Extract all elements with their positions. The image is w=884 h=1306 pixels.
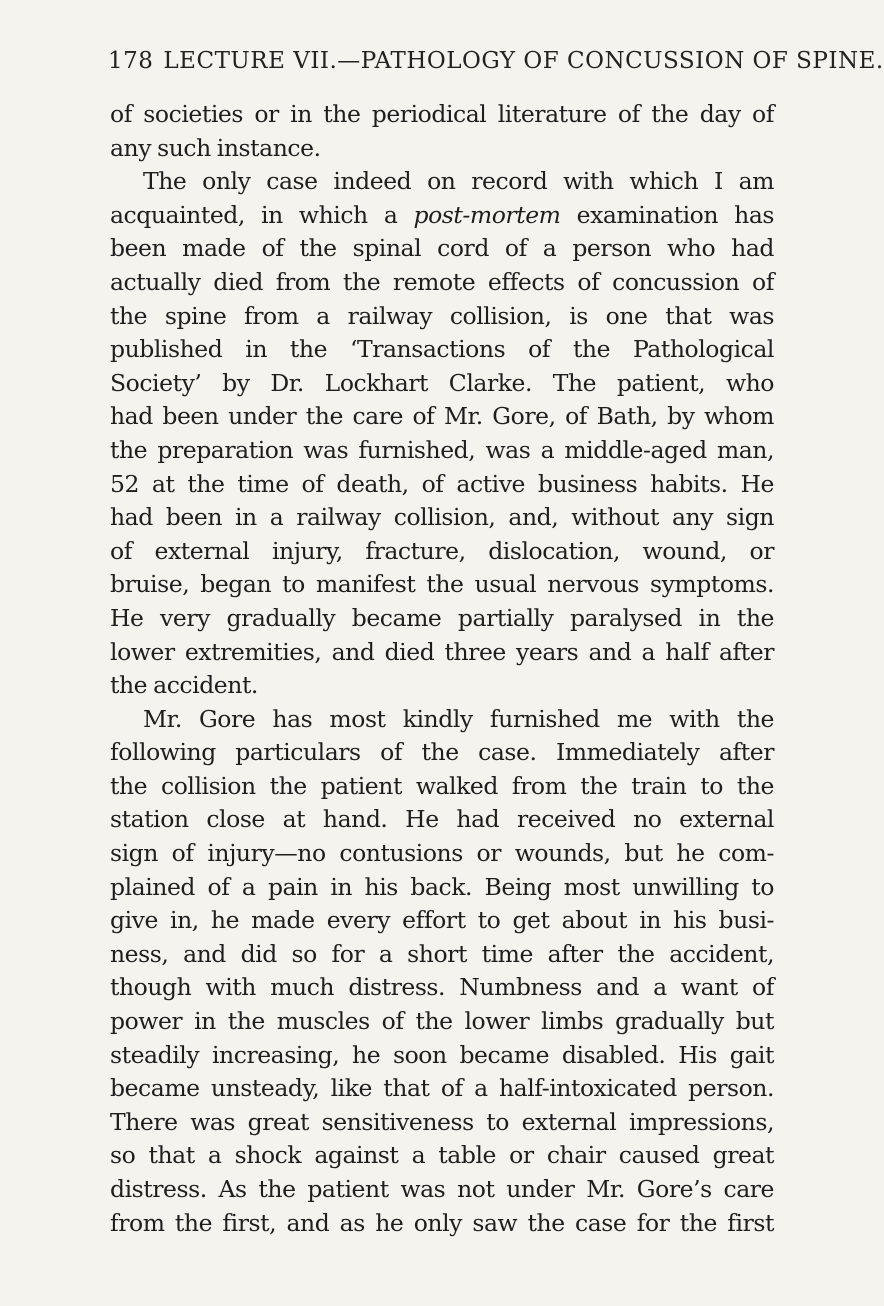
text-line: so that a shock against a table or chair caused great	[110, 1141, 774, 1170]
text-fragment: examination has	[560, 200, 774, 229]
text-line: He very gradually became partially paralysed in the	[110, 603, 774, 632]
text-line: of external injury, fracture, dislocation, wound, or	[110, 536, 774, 565]
text-line: steadily increasing, he soon became disabled. His gait	[110, 1040, 774, 1069]
text-line: the preparation was furnished, was a middle-aged man,	[110, 435, 774, 464]
italic-term: post-mortem	[413, 200, 561, 229]
text-line: the collision the patient walked from the train to the	[110, 771, 774, 800]
text-line: Society’ by Dr. Lockhart Clarke. The patient, who	[110, 368, 774, 397]
paragraph-1	[110, 98, 774, 165]
text-line: following particulars of the case. Immediately after	[110, 738, 774, 767]
running-head	[108, 48, 884, 74]
text-line: actually died from the remote effects of concussion of	[110, 267, 774, 296]
text-line: had been under the care of Mr. Gore, of Bath, by whom	[110, 402, 774, 431]
running-head-title: LECTURE VII.—PATHOLOGY OF CONCUSSION OF SPINE.	[163, 48, 884, 74]
text-line: bruise, began to manifest the usual nervous symptoms.	[110, 570, 774, 599]
text-fragment: acquainted, in which a	[110, 200, 414, 229]
page-number: 178	[108, 48, 154, 74]
text-line: give in, he made every effort to get about in his busi-	[110, 906, 774, 935]
paragraph-2	[110, 165, 774, 703]
text-line: power in the muscles of the lower limbs gradually but	[110, 1007, 774, 1036]
text-line: sign of injury—no contusions or wounds, but he com-	[110, 839, 774, 868]
text-line: any such instance.	[110, 133, 321, 162]
text-line: lower extremities, and died three years and a half after	[110, 637, 774, 666]
paragraph-3	[110, 703, 774, 1241]
text-line: distress. As the patient was not under Mr. Gore’s care	[110, 1175, 774, 1203]
text-line: ness, and did so for a short time after the accident,	[110, 939, 774, 968]
body-text	[110, 98, 774, 1240]
text-line: been made of the spinal cord of a person who had	[110, 234, 774, 263]
text-line: station close at hand. He had received no external	[110, 805, 774, 834]
text-line: There was great sensitiveness to external impressions,	[110, 1107, 774, 1136]
text-line-with-italic	[110, 199, 774, 233]
text-line: the accident.	[110, 671, 258, 700]
text-line: the spine from a railway collision, is one that was	[110, 301, 774, 330]
text-line: became unsteady, like that of a half-intoxicated person.	[110, 1074, 774, 1103]
text-line: Mr. Gore has most kindly furnished me with the	[143, 704, 774, 733]
text-line: 52 at the time of death, of active business habits. He	[110, 469, 774, 498]
text-line: of societies or in the periodical literature of the day of	[110, 100, 774, 128]
text-line: from the first, and as he only saw the case for the first	[110, 1208, 774, 1237]
text-line: though with much distress. Numbness and a want of	[110, 973, 774, 1002]
text-line: plained of a pain in his back. Being most unwilling to	[110, 872, 774, 901]
text-line: The only case indeed on record with which I am	[143, 167, 774, 196]
text-line: had been in a railway collision, and, without any sign	[110, 503, 774, 532]
text-line: published in the ‘Transactions of the Pathological	[110, 335, 774, 364]
